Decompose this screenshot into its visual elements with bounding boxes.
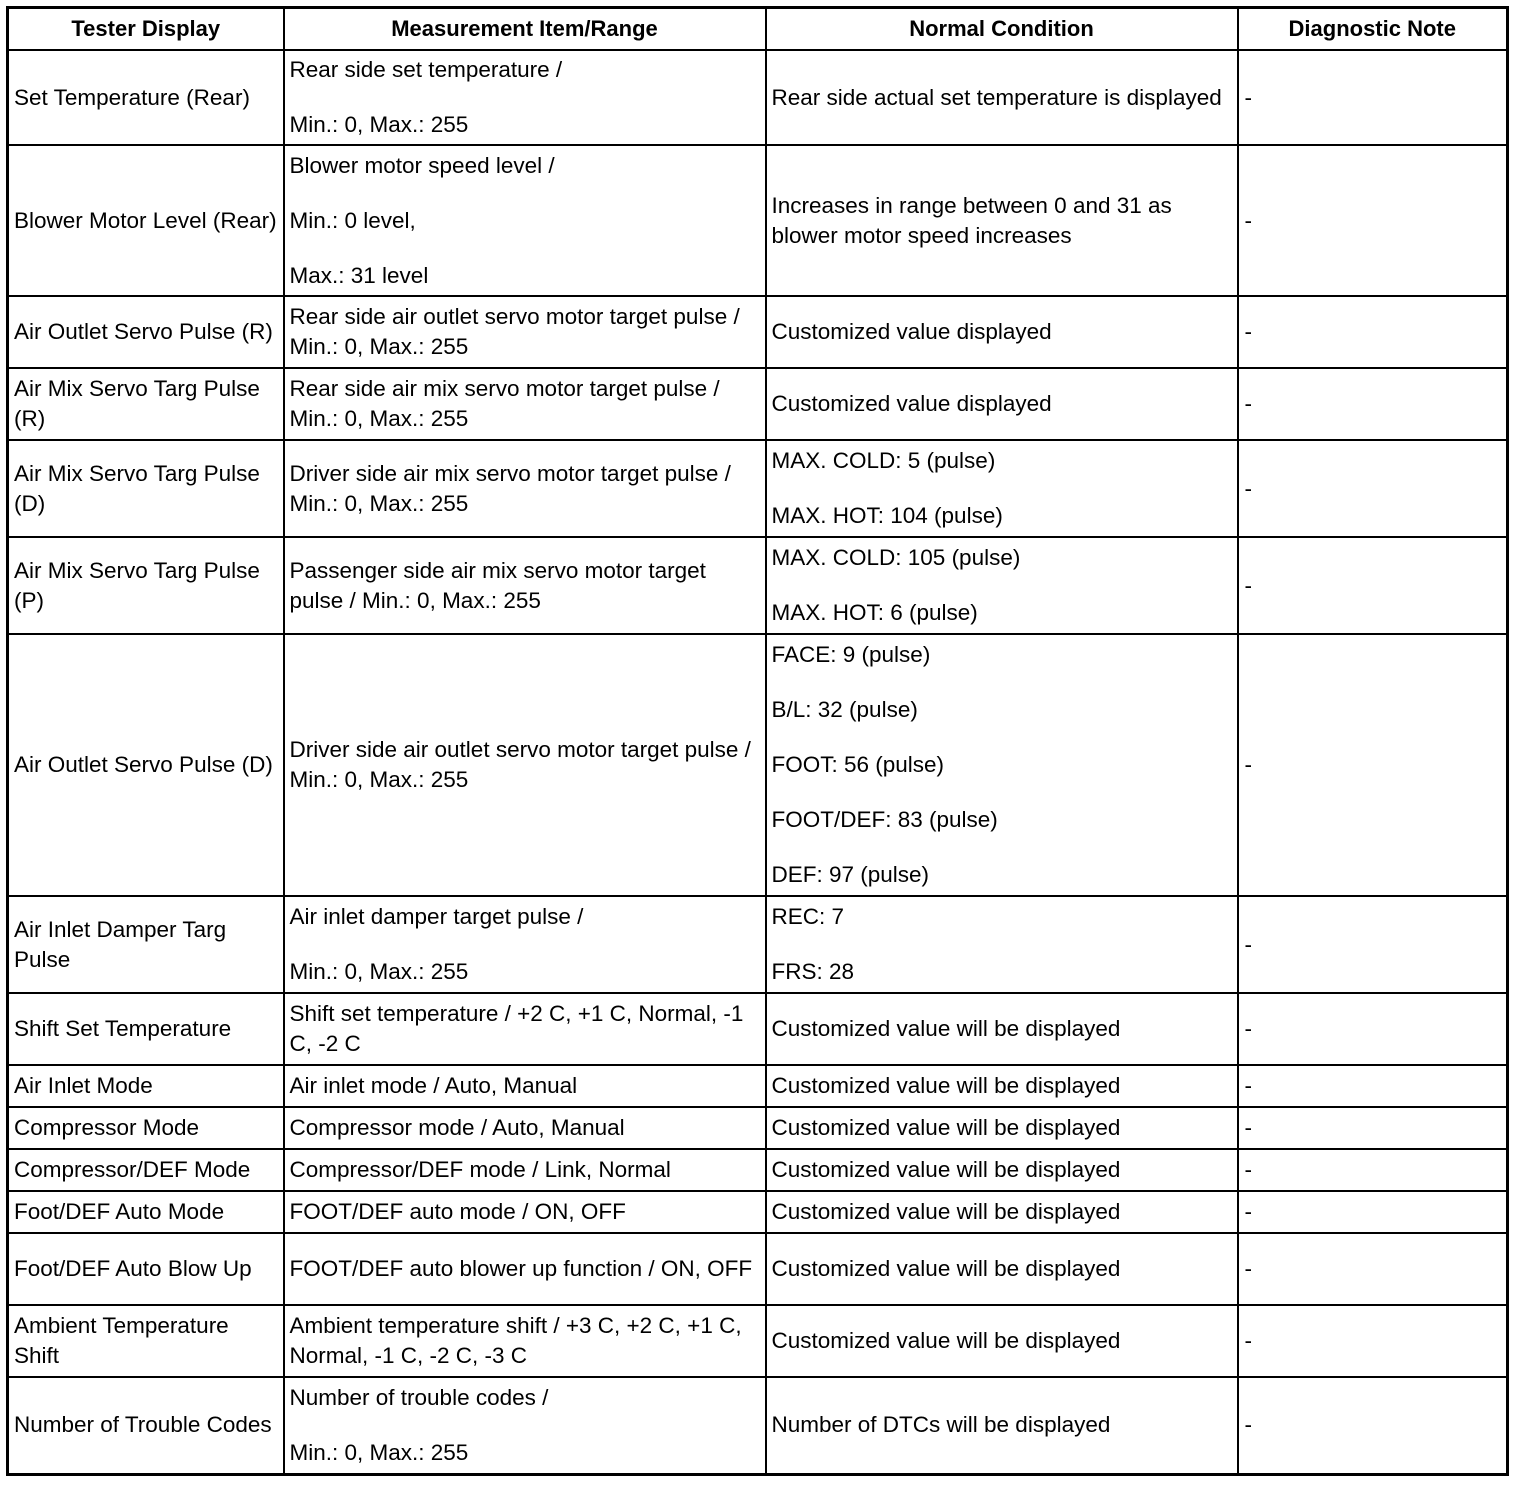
normal-condition-cell-line: FOOT/DEF: 83 (pulse) <box>771 807 998 832</box>
measurement-range-cell-line-gap <box>290 932 760 957</box>
tester-display-cell: Air Inlet Damper Targ Pulse <box>8 896 284 993</box>
normal-condition-cell-line: MAX. HOT: 6 (pulse) <box>771 600 978 625</box>
normal-condition-cell: Rear side actual set temperature is displayed <box>766 50 1238 145</box>
table-row <box>8 634 1508 896</box>
normal-condition-cell: Customized value displayed <box>766 296 1238 368</box>
normal-condition-cell: Customized value will be displayed <box>766 1305 1238 1377</box>
diagnostic-note-cell: - <box>1238 1377 1508 1474</box>
tester-display-cell: Air Outlet Servo Pulse (D) <box>8 634 284 896</box>
diagnostic-note-cell: - <box>1238 1191 1508 1233</box>
measurement-range-cell: Compressor mode / Auto, Manual <box>284 1107 766 1149</box>
measurement-range-cell: FOOT/DEF auto mode / ON, OFF <box>284 1191 766 1233</box>
tester-display-cell: Air Mix Servo Targ Pulse (P) <box>8 537 284 634</box>
diagnostic-note-cell: - <box>1238 634 1508 896</box>
diagnostic-note-cell: - <box>1238 50 1508 145</box>
normal-condition-cell <box>766 634 1238 896</box>
table-row <box>8 896 1508 993</box>
tester-display-cell: Shift Set Temperature <box>8 993 284 1065</box>
diagnostic-note-cell: - <box>1238 368 1508 440</box>
table-row <box>8 145 1508 296</box>
tester-display-cell: Air Mix Servo Targ Pulse (R) <box>8 368 284 440</box>
measurement-range-cell-line: Min.: 0, Max.: 255 <box>289 1439 469 1465</box>
tester-display-cell: Foot/DEF Auto Mode <box>8 1191 284 1233</box>
measurement-range-cell <box>284 145 766 296</box>
diagnostic-note-cell: - <box>1238 993 1508 1065</box>
diagnostic-note-cell: - <box>1238 1107 1508 1149</box>
normal-condition-cell-line-gap <box>772 476 1232 501</box>
tester-display-cell: Air Outlet Servo Pulse (R) <box>8 296 284 368</box>
measurement-range-cell: FOOT/DEF auto blower up function / ON, OFF <box>284 1233 766 1305</box>
table-row <box>8 368 1508 440</box>
table-body <box>8 50 1508 1474</box>
measurement-range-cell: Compressor/DEF mode / Link, Normal <box>284 1149 766 1191</box>
diagnostic-note-cell: - <box>1238 145 1508 296</box>
normal-condition-cell-line: FOOT: 56 (pulse) <box>771 752 945 777</box>
diagnostic-note-cell: - <box>1238 440 1508 537</box>
normal-condition-cell: Customized value displayed <box>766 368 1238 440</box>
table-row <box>8 1377 1508 1474</box>
measurement-range-cell-line: Blower motor speed level / <box>289 152 555 178</box>
tester-data-table <box>6 6 1509 1476</box>
measurement-range-cell-line: Rear side set temperature / <box>289 57 563 82</box>
diagnostic-note-cell: - <box>1238 1305 1508 1377</box>
normal-condition-cell: Customized value will be displayed <box>766 993 1238 1065</box>
header-tester-display: Tester Display <box>8 8 284 51</box>
measurement-range-cell: Ambient temperature shift / +3 C, +2 C, +1 C, Normal, -1 C, -2 C, -3 C <box>284 1305 766 1377</box>
measurement-range-cell: Passenger side air mix servo motor target pulse / Min.: 0, Max.: 255 <box>284 537 766 634</box>
table-row <box>8 1191 1508 1233</box>
measurement-range-cell: Rear side air mix servo motor target pulse / Min.: 0, Max.: 255 <box>284 368 766 440</box>
tester-display-cell: Foot/DEF Auto Blow Up <box>8 1233 284 1305</box>
normal-condition-cell: Number of DTCs will be displayed <box>766 1377 1238 1474</box>
measurement-range-cell-line: Min.: 0, Max.: 255 <box>289 959 469 984</box>
table-row <box>8 537 1508 634</box>
measurement-range-cell-line: Min.: 0 level, <box>289 207 416 233</box>
normal-condition-cell: Customized value will be displayed <box>766 1149 1238 1191</box>
header-normal-condition: Normal Condition <box>766 8 1238 51</box>
table-row <box>8 50 1508 145</box>
tester-display-cell: Compressor Mode <box>8 1107 284 1149</box>
header-measurement-item-range: Measurement Item/Range <box>284 8 766 51</box>
measurement-range-cell-line-gap <box>290 85 760 110</box>
measurement-range-cell-line: Number of trouble codes / <box>289 1384 549 1410</box>
tester-display-cell: Air Inlet Mode <box>8 1065 284 1107</box>
normal-condition-cell <box>766 440 1238 537</box>
normal-condition-cell-line: MAX. COLD: 5 (pulse) <box>771 448 996 473</box>
normal-condition-cell-line: FACE: 9 (pulse) <box>771 642 931 667</box>
normal-condition-cell-line: DEF: 97 (pulse) <box>771 862 930 887</box>
normal-condition-cell-line: MAX. COLD: 105 (pulse) <box>771 545 1021 570</box>
normal-condition-cell: Customized value will be displayed <box>766 1065 1238 1107</box>
diagnostic-note-cell: - <box>1238 296 1508 368</box>
normal-condition-cell-line: FRS: 28 <box>771 959 855 984</box>
table-row <box>8 1065 1508 1107</box>
tester-display-cell: Air Mix Servo Targ Pulse (D) <box>8 440 284 537</box>
table-row <box>8 993 1508 1065</box>
measurement-range-cell-line-gap <box>290 181 760 206</box>
tester-display-cell: Set Temperature (Rear) <box>8 50 284 145</box>
normal-condition-cell <box>766 537 1238 634</box>
diagnostic-note-cell: - <box>1238 1065 1508 1107</box>
table-row <box>8 296 1508 368</box>
normal-condition-cell-line-gap <box>772 573 1232 598</box>
table-row <box>8 1233 1508 1305</box>
table-row <box>8 1107 1508 1149</box>
measurement-range-cell-line-gap <box>290 236 760 261</box>
normal-condition-cell-line-gap <box>772 725 1232 750</box>
diagnostic-note-cell: - <box>1238 1149 1508 1191</box>
table-row <box>8 1149 1508 1191</box>
measurement-range-cell <box>284 1377 766 1474</box>
normal-condition-cell-line-gap <box>772 835 1232 860</box>
normal-condition-cell: Customized value will be displayed <box>766 1107 1238 1149</box>
measurement-range-cell: Shift set temperature / +2 C, +1 C, Normal, -1 C, -2 C <box>284 993 766 1065</box>
measurement-range-cell: Driver side air mix servo motor target pulse / Min.: 0, Max.: 255 <box>284 440 766 537</box>
diagnostic-note-cell: - <box>1238 896 1508 993</box>
measurement-range-cell-line: Min.: 0, Max.: 255 <box>289 112 469 137</box>
table-header-row <box>8 8 1508 51</box>
measurement-range-cell: Air inlet mode / Auto, Manual <box>284 1065 766 1107</box>
tester-display-cell: Ambient Temperature Shift <box>8 1305 284 1377</box>
tester-display-cell: Compressor/DEF Mode <box>8 1149 284 1191</box>
normal-condition-cell: Increases in range between 0 and 31 as blower motor speed increases <box>766 145 1238 296</box>
diagnostic-note-cell: - <box>1238 1233 1508 1305</box>
normal-condition-cell-line-gap <box>772 670 1232 695</box>
measurement-range-cell: Driver side air outlet servo motor target pulse / Min.: 0, Max.: 255 <box>284 634 766 896</box>
measurement-range-cell: Rear side air outlet servo motor target pulse / Min.: 0, Max.: 255 <box>284 296 766 368</box>
measurement-range-cell-line-gap <box>290 1413 760 1438</box>
tester-display-cell: Blower Motor Level (Rear) <box>8 145 284 296</box>
normal-condition-cell-line-gap <box>772 932 1232 957</box>
measurement-range-cell <box>284 50 766 145</box>
header-diagnostic-note: Diagnostic Note <box>1238 8 1508 51</box>
normal-condition-cell <box>766 896 1238 993</box>
normal-condition-cell: Customized value will be displayed <box>766 1191 1238 1233</box>
measurement-range-cell-line: Air inlet damper target pulse / <box>289 904 584 929</box>
table-row <box>8 1305 1508 1377</box>
table-row <box>8 440 1508 537</box>
normal-condition-cell-line: B/L: 32 (pulse) <box>771 697 918 722</box>
measurement-range-cell <box>284 896 766 993</box>
measurement-range-cell-line: Max.: 31 level <box>289 262 429 288</box>
normal-condition-cell-line-gap <box>772 780 1232 805</box>
diagnostic-note-cell: - <box>1238 537 1508 634</box>
normal-condition-cell-line: MAX. HOT: 104 (pulse) <box>771 503 1003 528</box>
tester-display-cell: Number of Trouble Codes <box>8 1377 284 1474</box>
normal-condition-cell: Customized value will be displayed <box>766 1233 1238 1305</box>
normal-condition-cell-line: REC: 7 <box>771 904 845 929</box>
